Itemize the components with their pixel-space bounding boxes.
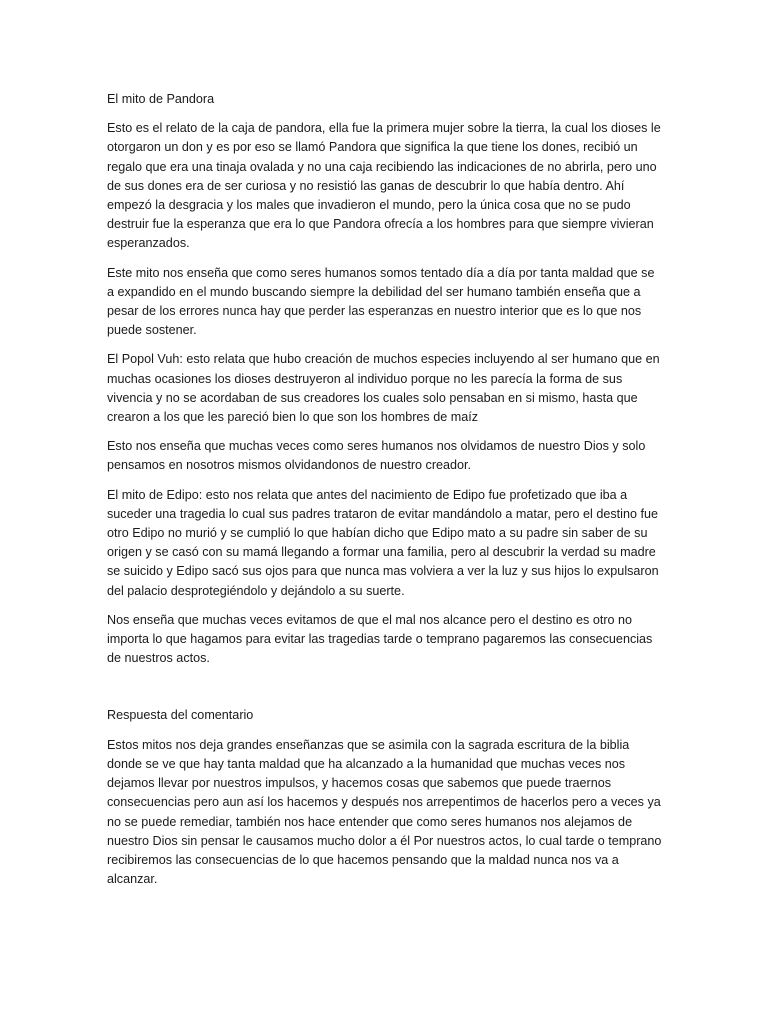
paragraph-popol-vuh-lesson: Esto nos enseña que muchas veces como seres humanos nos olvidamos de nuestro Dios y solo pensamos en nosotros mismos olvidandonos de nuestro creador. bbox=[107, 439, 646, 473]
paragraph-respuesta: Estos mitos nos deja grandes enseñanzas que se asimila con la sagrada escritura de la biblia donde se ve que hay tanta maldad que ha alcanzado a la humanidad que muchas veces nos dejamos llevar por nuestros impulsos, y hacemos cosas que sabemos que puede traernos consecuencias pero aun así los hacemos y después nos arrepentimos de hacerlos pero a veces ya no se puede remediar, también nos hace entender que como seres humanos nos alejamos de nuestro Dios sin pensar le causamos mucho dolor a él Por nuestros actos, lo cual tarde o temprano recibiremos las consecuencias de lo que hacemos pensando que la maldad nunca nos va a alcanzar. bbox=[107, 737, 662, 887]
section-title-pandora: El mito de Pandora bbox=[107, 92, 215, 106]
section-spacer bbox=[107, 678, 663, 706]
paragraph-pandora-story: Esto es el relato de la caja de pandora, ella fue la primera mujer sobre la tierra, la cual los dioses le otorgaron un don y es por eso se llamó Pandora que significa la que tiene los dones, recibió un regalo que era una tinaja ovalada y no una caja recibiendo las indicaciones de no abrirla, pero uno de sus dones era de ser curiosa y no resistió las ganas de descubrir lo que había dentro. Ahí empezó la desgracia y los males que invadieron el mundo, pero la única cosa que no se pudo destruir fue la esperanza que era lo que Pandora ofrecía a los hombres para que siempre vivieran esperanzados. bbox=[107, 121, 661, 251]
paragraph-pandora-lesson: Este mito nos enseña que como seres humanos somos tentado día a día por tanta maldad que se a expandido en el mundo buscando siempre la debilidad del ser humano también enseña que a pesar de los errores nunca hay que perder las esperanzas en nuestro interior que es lo que nos puede sostener. bbox=[107, 265, 655, 338]
document-body bbox=[107, 90, 663, 899]
paragraph-popol-vuh: El Popol Vuh: esto relata que hubo creación de muchos especies incluyendo al ser humano que en muchas ocasiones los dioses destruyeron al individuo porque no les parecía la forma de sus vivencia y no se acordaban de sus creadores los cuales solo pensaban en si mismo, hasta que crearon a los que les pareció bien lo que son los hombres de maíz bbox=[107, 352, 660, 425]
paragraph-edipo: El mito de Edipo: esto nos relata que antes del nacimiento de Edipo fue profetizado que iba a suceder una tragedia lo cual sus padres trataron de evitar mandándolo a matar, pero el destino fue otro Edipo no murió y se cumplió lo que habían dicho que Edipo mato a su padre sin saber de su origen y se casó con su mamá llegando a formar una familia, pero al descubrir la verdad su madre se suicido y Edipo sacó sus ojos para que nunca mas volviera a ver la luz y sus hijos lo expulsaron del palacio desprotegiéndolo y dejándolo a su suerte. bbox=[107, 487, 659, 598]
paragraph-edipo-lesson: Nos enseña que muchas veces evitamos de que el mal nos alcance pero el destino es otro no importa lo que hagamos para evitar las tragedias tarde o temprano pagaremos las consecuencias de nuestros actos. bbox=[107, 612, 653, 666]
section-title-respuesta: Respuesta del comentario bbox=[107, 708, 254, 723]
